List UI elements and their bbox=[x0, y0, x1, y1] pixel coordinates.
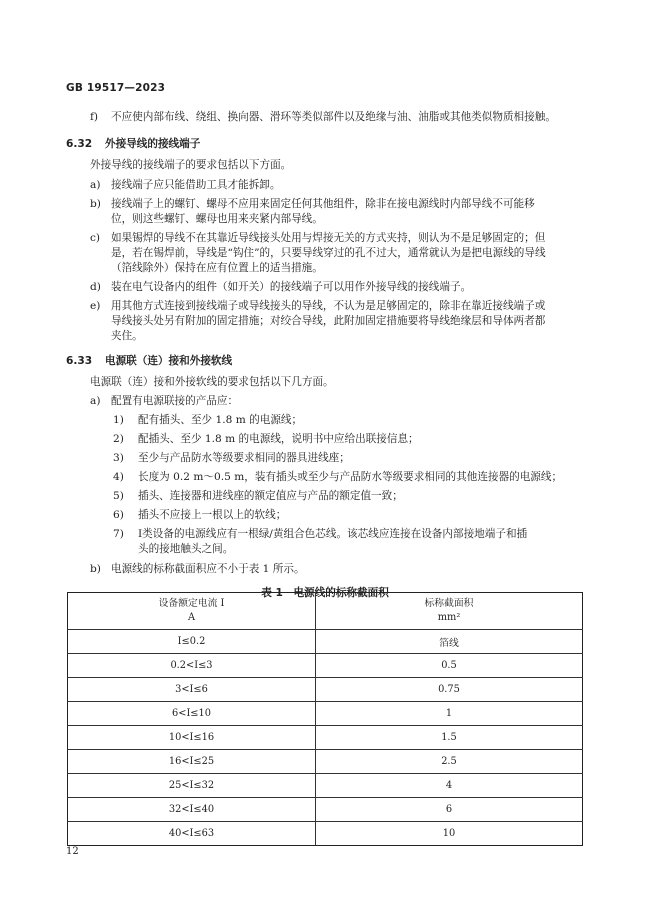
table-cell-current: 40<I≤63 bbox=[68, 822, 316, 846]
table-row bbox=[68, 654, 583, 678]
table-cell-current: I≤0.2 bbox=[68, 630, 316, 654]
section-intro: 外接导线的接线端子的要求包括以下方面。 bbox=[90, 159, 292, 171]
list-item-text: 不应使内部布线、绕组、换向器、滑环等类似部件以及绝缘与油、油脂或其他类似物质相接触。 bbox=[111, 111, 556, 123]
sub-list-marker: 6) bbox=[113, 509, 124, 521]
header-line: 标称截面积 bbox=[424, 598, 474, 609]
list-item-text: 夹住。 bbox=[111, 330, 143, 342]
table-row bbox=[68, 798, 583, 822]
table-row bbox=[68, 630, 583, 654]
sub-list-marker: 7) bbox=[113, 528, 124, 540]
list-marker: f) bbox=[90, 111, 99, 123]
sub-list-item-text: 长度为 0.2 m～0.5 m，装有插头或至少与产品防水等级要求相同的其他连接器的电源线； bbox=[138, 471, 563, 483]
standard-number-header: GB 19517—2023 bbox=[66, 82, 166, 94]
column-header-rated-current bbox=[68, 593, 316, 630]
cross-section-table bbox=[67, 592, 583, 846]
header-unit: mm² bbox=[437, 612, 461, 623]
sub-list-marker: 4) bbox=[113, 471, 124, 483]
list-item-text: 装在电气设备内的组件（如开关）的接线端子可以用作外接导线的接线端子。 bbox=[111, 281, 472, 293]
list-marker: e) bbox=[90, 300, 101, 312]
table-cell-current: 0.2<I≤3 bbox=[68, 654, 316, 678]
table-title: 表 1 电源线的标称截面积 bbox=[261, 587, 389, 599]
list-item-text: 电源线的标称截面积应不小于表 1 所示。 bbox=[111, 563, 305, 575]
list-marker: a) bbox=[90, 395, 101, 407]
list-item-text: 用其他方式连接到接线端子或导线接头的导线，不认为是足够固定的，除非在靠近接线端子或 bbox=[111, 300, 546, 312]
table-cell-area: 1.5 bbox=[316, 726, 583, 750]
sub-list-item-text: 至少与产品防水等级要求相同的器具进线座； bbox=[138, 452, 350, 464]
list-item-text: （箔线除外）保持在应有位置上的适当措施。 bbox=[111, 262, 323, 274]
table-cell-current: 32<I≤40 bbox=[68, 798, 316, 822]
list-item-text: 配置有电源联接的产品应： bbox=[111, 395, 239, 407]
sub-list-item-text: 头的接地触头之间。 bbox=[138, 543, 234, 555]
list-marker: c) bbox=[90, 232, 101, 244]
table-header-row bbox=[68, 593, 583, 630]
list-item-text: 导线接头处另有附加的固定措施；对绞合导线，此附加固定措施要将导线绝缘层和导体两者都 bbox=[111, 315, 546, 327]
table-row bbox=[68, 678, 583, 702]
section-number: 6.32 bbox=[66, 138, 93, 150]
sub-list-marker: 3) bbox=[113, 452, 124, 464]
sub-list-marker: 5) bbox=[113, 490, 124, 502]
list-item-text: 接线端子上的螺钉、螺母不应用来固定任何其他组件，除非在接电源线时内部导线不可能移 bbox=[111, 198, 535, 210]
sub-list-marker: 2) bbox=[113, 433, 124, 445]
list-item-text: 接线端子应只能借助工具才能拆卸。 bbox=[111, 179, 281, 191]
list-marker: b) bbox=[90, 198, 101, 210]
section-heading-6-32 bbox=[66, 137, 200, 151]
table-cell-current: 16<I≤25 bbox=[68, 750, 316, 774]
table-cell-area: 10 bbox=[316, 822, 583, 846]
list-item-text: 位，则这些螺钉、螺母也用来夹紧内部导线。 bbox=[111, 213, 323, 225]
table-cell-area: 4 bbox=[316, 774, 583, 798]
table-cell-area: 0.5 bbox=[316, 654, 583, 678]
sub-list-item-text: 配插头、至少 1.8 m 的电源线，说明书中应给出联接信息； bbox=[138, 433, 419, 445]
page-number: 12 bbox=[66, 846, 79, 857]
sub-list-item-text: Ⅰ类设备的电源线应有一根绿/黄组合色芯线。该芯线应连接在设备内部接地端子和插 bbox=[138, 528, 528, 540]
section-title: 电源联（连）接和外接软线 bbox=[105, 355, 233, 367]
table-cell-current: 6<I≤10 bbox=[68, 702, 316, 726]
sub-list-item-text: 插头不应接上一根以上的软线； bbox=[138, 509, 287, 521]
section-number: 6.33 bbox=[66, 355, 93, 367]
header-line: 设备额定电流 I bbox=[158, 598, 225, 609]
sub-list-marker: 1) bbox=[113, 414, 124, 426]
table-cell-current: 10<I≤16 bbox=[68, 726, 316, 750]
table-row bbox=[68, 702, 583, 726]
table-row bbox=[68, 822, 583, 846]
table-row bbox=[68, 774, 583, 798]
list-marker: d) bbox=[90, 281, 101, 293]
table-row bbox=[68, 726, 583, 750]
header-unit: A bbox=[187, 612, 196, 623]
table-row bbox=[68, 750, 583, 774]
table-cell-current: 25<I≤32 bbox=[68, 774, 316, 798]
list-item-text: 是，若在锡焊前，导线是“钩住”的，只要导线穿过的孔不过大，通常就认为是把电源线的导线 bbox=[111, 247, 546, 259]
table-cell-area: 箔线 bbox=[316, 630, 583, 654]
table-cell-area: 2.5 bbox=[316, 750, 583, 774]
column-header-cross-section bbox=[316, 593, 583, 630]
section-intro: 电源联（连）接和外接软线的要求包括以下几方面。 bbox=[90, 376, 334, 388]
table-cell-area: 6 bbox=[316, 798, 583, 822]
table-cell-current: 3<I≤6 bbox=[68, 678, 316, 702]
list-item-text: 如果锡焊的导线不在其靠近导线接头处用与焊接无关的方式夹持，则认为不是足够固定的；但 bbox=[111, 232, 546, 244]
list-marker: a) bbox=[90, 179, 101, 191]
section-heading-6-33 bbox=[66, 354, 232, 368]
sub-list-item-text: 插头、连接器和进线座的额定值应与产品的额定值一致； bbox=[138, 490, 403, 502]
list-marker: b) bbox=[90, 563, 101, 575]
table-cell-area: 1 bbox=[316, 702, 583, 726]
section-title: 外接导线的接线端子 bbox=[105, 138, 201, 150]
sub-list-item-text: 配有插头、至少 1.8 m 的电源线； bbox=[138, 414, 303, 426]
table-cell-area: 0.75 bbox=[316, 678, 583, 702]
